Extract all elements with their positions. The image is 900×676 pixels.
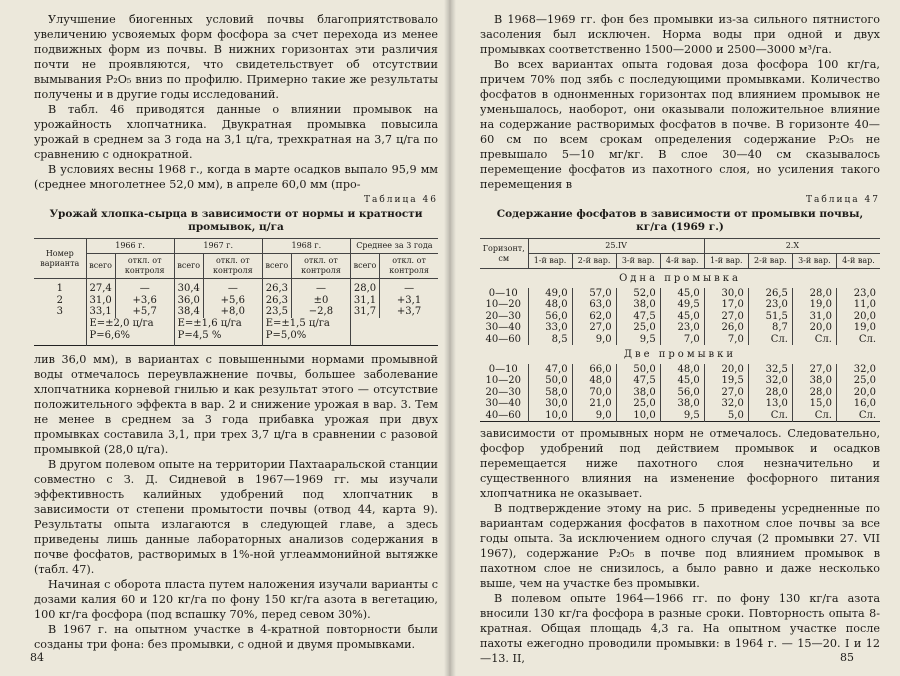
horizon-cell: 20—30 [485, 386, 521, 398]
table-cell: 31,1 [353, 294, 377, 306]
paragraph: В 1968—1969 гг. фон без промывки из-за сильного пятнистого засоления был исключен. Норма воды при одной и двух промывках соответственно 1500—2000 и 2500—3000 м³/га. [480, 13, 880, 56]
column-header: 4-й вар. [660, 254, 704, 269]
table-cell: 38,0 [616, 387, 660, 399]
table-row [480, 387, 880, 399]
table-cell: 56,0 [528, 311, 572, 323]
table-cell: Сл. [836, 334, 880, 346]
table-cell: 20,0 [704, 364, 748, 376]
page-number: 85 [840, 651, 854, 664]
table-cell: 9,5 [616, 334, 660, 346]
error-note: P=6,6% [89, 329, 131, 341]
table-cell: 49,0 [528, 288, 572, 300]
table-row [480, 288, 880, 300]
variant-number: 1 [56, 283, 63, 294]
table-cell: 23,0 [660, 322, 704, 334]
horizon-cell: 40—60 [485, 333, 521, 345]
table-cell: 51,5 [748, 311, 792, 323]
table-cell: 10,0 [528, 410, 572, 422]
paragraph: В условиях весны 1968 г., когда в марте осадков выпало 95,9 мм (среднее многолетнее 52,0 мм), в апреле 60,0 мм (про- [34, 163, 438, 191]
horizon-cell: 0—10 [488, 287, 518, 299]
table-row [480, 364, 880, 376]
table-cell: 63,0 [572, 299, 616, 311]
table-row [34, 279, 438, 318]
table-cell: 9,0 [572, 410, 616, 422]
table-cell: +3,7 [396, 306, 422, 317]
table-cell: 5,0 [704, 410, 748, 422]
table-cell: 66,0 [572, 364, 616, 376]
column-header: 4-й вар. [836, 254, 880, 269]
table-cell: ±0 [313, 294, 329, 306]
table-cell: 52,0 [616, 288, 660, 300]
column-header: 1-й вар. [528, 254, 572, 269]
table-cell: 13,0 [748, 398, 792, 410]
table-cell: 56,0 [660, 387, 704, 399]
column-header: 1-й вар. [704, 254, 748, 269]
column-header: всего [262, 254, 291, 279]
table-cell: 47,5 [616, 375, 660, 387]
table-cell: 25,0 [836, 375, 880, 387]
table-cell: 20,0 [836, 387, 880, 399]
table-cell: 26,3 [265, 283, 289, 294]
column-header: 1966 г. [86, 239, 174, 254]
column-header: Номер варианта [34, 239, 86, 279]
paragraph: В 1967 г. на опытном участке в 4-кратной повторности были созданы три фона: без промывки, с одной и двумя промывками. [34, 622, 438, 651]
paragraph: В полевом опыте 1964—1966 гг. по фону 130 кг/га азота вносили 130 кг/га фосфора в разные сроки. Повторность опыта 8-кратная. Общая площадь 4,3 га. На опытном участке после пахоты ежегодно проводили промывки: в 1964 г. — 15—20. I и 12—13. II, [480, 592, 880, 665]
table-cell: 38,4 [177, 306, 200, 317]
table-cell: 38,0 [660, 398, 704, 410]
table-cell: 45,0 [660, 375, 704, 387]
table-row [480, 311, 880, 323]
table-cell: +3,1 [396, 294, 422, 306]
table-cell: 58,0 [528, 387, 572, 399]
table-cell: 33,1 [89, 306, 112, 317]
table-cell: +8,0 [220, 306, 245, 317]
table-cell: 28,0 [792, 387, 836, 399]
table-cell: 36,0 [177, 294, 200, 306]
table-cell: 31,0 [89, 294, 112, 306]
column-header: 2.X [704, 239, 880, 254]
table-cell: 32,0 [836, 364, 880, 376]
table-cell: 16,0 [836, 398, 880, 410]
table-cell: 50,0 [528, 375, 572, 387]
table-body-one-wash [480, 288, 880, 346]
table-cell: 9,0 [572, 334, 616, 346]
table-cell: 57,0 [572, 288, 616, 300]
table-cell: 23,0 [836, 288, 880, 300]
table-cell: 30,0 [528, 398, 572, 410]
horizon-cell: 30—40 [485, 398, 521, 409]
table-body-two-wash [480, 364, 880, 422]
paragraph: зависимости от промывных норм не отмечалось. Следовательно, фосфор удобрений под действием промывок и осадков перемещается ниже пахотного слоя незначительно и существенного влияния на изменение фосфорного питания хлопчатника не оказывает. [480, 427, 880, 500]
column-header: 1968 г. [262, 239, 350, 254]
table-cell: 27,0 [704, 311, 748, 323]
column-header: откл. от контроля [203, 254, 262, 279]
paragraph: В табл. 46 приводятся данные о влиянии промывок на урожайность хлопчатника. Двукратная промывка повысила урожай в среднем за 3 года на 3,1 ц/га, трехкратная на 3,7 ц/га по сравнению с однократной. [34, 103, 438, 161]
horizon-cell: 20—30 [485, 310, 521, 322]
table-cell: +3,6 [132, 294, 157, 306]
table-cell: 70,0 [572, 387, 616, 399]
table-cell: 31,7 [353, 306, 377, 317]
table-cell: 48,0 [528, 299, 572, 311]
table-cell: 32,0 [748, 375, 792, 387]
column-header: 2-й вар. [572, 254, 616, 269]
table-cell: — [315, 283, 326, 294]
table-cell: 9,5 [660, 410, 704, 422]
table-title: Урожай хлопка-сырца в зависимости от нормы и кратности промывок, ц/га [49, 208, 423, 233]
paragraph: Во всех вариантах опыта годовая доза фосфора 100 кг/га, причем 70% под зябь с последующими промывками. Количество фосфатов в однонменных горизонтах под влиянием промывок не уменьшалось, наоборот, они оказывали положительное влияние на содержание растворимых фосфатов в почве. В горизонте 40—60 см по всем срокам определения содержание P₂O₅ не превышало 5—10 мг/кг. В слое 30—40 см сказывалось перемещение фосфатов из пахотного слоя, но усиления такого перемещения в [480, 58, 880, 191]
horizon-cell: 10—20 [485, 375, 521, 386]
column-header: всего [86, 254, 115, 279]
table-title: Содержание фосфатов в зависимости от промывки почвы, кг/га (1969 г.) [496, 208, 864, 233]
table-cell: 7,0 [660, 334, 704, 346]
section-row [480, 269, 880, 288]
table-cell: 30,4 [177, 283, 200, 294]
table-cell: — [139, 283, 150, 294]
column-header: всего [350, 254, 379, 279]
column-header: откл. от контроля [292, 254, 351, 279]
right-page [450, 0, 900, 676]
error-note: P=5,0% [265, 329, 307, 341]
table-cell: 8,7 [748, 322, 792, 334]
paragraph: лив 36,0 мм), в вариантах с повышенными нормами промывной воды отмечалось переувлажнение почвы, большее заболевание хлопчатника корневой гнилью и как результат этого — отсутствие положительного эффекта в вар. 2 и снижение урожая в вар. 3. Тем не менее в среднем за 3 года прибавка урожая при двух промывках составила 3,1, при трех 3,7 ц/га в сравнении с разовой промывкой (28,0 ц/га). [34, 352, 438, 456]
column-header: Среднее за 3 года [350, 239, 438, 254]
table-cell: 7,0 [704, 334, 748, 346]
variant-number: 2 [56, 294, 63, 306]
error-note: E=±1,5 ц/га [265, 317, 330, 329]
table-cell: 48,0 [660, 364, 704, 376]
table-cell: 15,0 [792, 398, 836, 410]
table-cell: 48,0 [572, 375, 616, 387]
table-cell: +5,6 [220, 294, 245, 306]
table-cell: 28,0 [792, 288, 836, 300]
error-note: P=4,5 % [177, 329, 222, 341]
column-header: откл. от контроля [380, 254, 438, 279]
table-cell: Сл. [792, 334, 836, 346]
table-cell: 45,0 [660, 311, 704, 323]
table-47 [480, 238, 880, 422]
book-gutter [444, 0, 456, 676]
paragraph: В подтверждение этому на рис. 5 приведены усредненные по вариантам содержания фосфатов в пахотном слое почвы за все годы опыта. За исключением одного случая (2 промывки 27. VII 1967), содержание P₂O₅ в почве под влиянием промывок в пахотном слое не снизилось, а было равно и даже несколько выше, чем на участке без промывки. [480, 502, 880, 590]
table-cell: 20,0 [836, 311, 880, 323]
table-cell: 32,5 [748, 364, 792, 376]
column-header: 1967 г. [174, 239, 262, 254]
table-cell: 25,0 [616, 322, 660, 334]
table-number: Таблица 46 [364, 195, 438, 205]
table-cell: 47,5 [616, 311, 660, 323]
table-cell: 47,0 [528, 364, 572, 376]
paragraph: В другом полевом опыте на территории Пахтааральской станции совместно с З. Д. Сидневой в 1967—1969 гг. мы изучали эффективность калийных удобрений под хлопчатник в зависимости от степени промытости почвы (отвод 44, карта 9). Результаты опыта излагаются в следующей главе, а здесь приведены лишь данные лабораторных анализов содержания в почве фосфатов, растворимых в 1%-ной углеаммонийной вытяжке (табл. 47). [34, 457, 438, 576]
table-cell: 26,0 [704, 322, 748, 334]
table-cell: 27,4 [89, 283, 112, 294]
horizon-cell: 40—60 [485, 409, 521, 421]
section-row [480, 345, 880, 364]
table-cell: 38,0 [792, 375, 836, 387]
table-row [480, 375, 880, 387]
column-header: 3-й вар. [792, 254, 836, 269]
section-label: Две промывки [623, 349, 737, 360]
table-cell: 26,3 [265, 294, 289, 306]
table-cell: 45,0 [660, 288, 704, 300]
table-cell: — [404, 283, 415, 294]
table-cell: 19,0 [836, 322, 880, 334]
table-cell: +5,7 [132, 306, 157, 317]
table-cell: −2,8 [308, 306, 334, 317]
table-cell: 25,0 [616, 398, 660, 410]
error-note: E=±2,0 ц/га [89, 317, 154, 329]
horizon-cell: 10—20 [485, 299, 521, 310]
table-cell: 11,0 [836, 299, 880, 311]
variant-number: 3 [56, 306, 63, 317]
table-cell: 38,0 [616, 299, 660, 311]
column-header: 25.IV [528, 239, 704, 254]
table-row [480, 410, 880, 422]
table-row [34, 318, 438, 346]
table-cell: 49,5 [660, 299, 704, 311]
table-cell: 20,0 [792, 322, 836, 334]
table-cell: 31,0 [792, 311, 836, 323]
table-cell: 23,5 [265, 306, 289, 317]
column-header: всего [174, 254, 203, 279]
table-46 [34, 238, 438, 346]
table-cell: 28,0 [353, 283, 377, 294]
table-cell: — [227, 283, 238, 294]
table-row [480, 398, 880, 410]
page-number: 84 [30, 651, 44, 664]
error-note: E=±1,6 ц/га [177, 317, 242, 329]
table-cell: Сл. [748, 410, 792, 422]
table-number: Таблица 47 [806, 195, 880, 205]
table-cell: 23,0 [748, 299, 792, 311]
paragraph: Улучшение биогенных условий почвы благоприятствовало увеличению усвояемых форм фосфора за счет перехода из менее подвижных форм из почвы. В нижних горизонтах эти различия почти не проявляются, что свидетельствует об отсутствии вымывания P₂O₅ вниз по профилю. Примерно такие же результаты получены и в другие годы исследований. [34, 13, 438, 101]
column-header: откл. от контроля [115, 254, 174, 279]
table-cell: 21,0 [572, 398, 616, 410]
table-row [480, 322, 880, 334]
table-cell: 32,0 [704, 398, 748, 410]
column-header: Горизонт, см [480, 239, 528, 269]
table-cell: 19,0 [792, 299, 836, 311]
table-cell: 50,0 [616, 364, 660, 376]
table-row [480, 299, 880, 311]
table-cell: 27,0 [704, 387, 748, 399]
table-cell: 30,0 [704, 288, 748, 300]
table-cell: 8,5 [528, 334, 572, 346]
table-cell: Сл. [792, 410, 836, 422]
table-cell: 27,0 [572, 322, 616, 334]
horizon-cell: 0—10 [488, 363, 518, 375]
table-cell: 27,0 [792, 364, 836, 376]
table-cell: 10,0 [616, 410, 660, 422]
horizon-cell: 30—40 [485, 322, 521, 333]
table-cell: Сл. [836, 410, 880, 422]
table-cell: Сл. [748, 334, 792, 346]
table-cell: 19,5 [704, 375, 748, 387]
table-cell: 28,0 [748, 387, 792, 399]
paragraph: Начиная с оборота пласта путем наложения изучали варианты с дозами калия 60 и 120 кг/га по фону 150 кг/га азота в вегетацию, 100 кг/га фосфора (под вспашку 70%, перед севом 30%). [34, 577, 438, 621]
column-header: 3-й вар. [616, 254, 660, 269]
table-row [480, 334, 880, 346]
column-header: 2-й вар. [748, 254, 792, 269]
table-cell: 62,0 [572, 311, 616, 323]
table-cell: 26,5 [748, 288, 792, 300]
table-cell: 33,0 [528, 322, 572, 334]
section-label: Одна промывка [619, 273, 741, 284]
table-cell: 17,0 [704, 299, 748, 311]
